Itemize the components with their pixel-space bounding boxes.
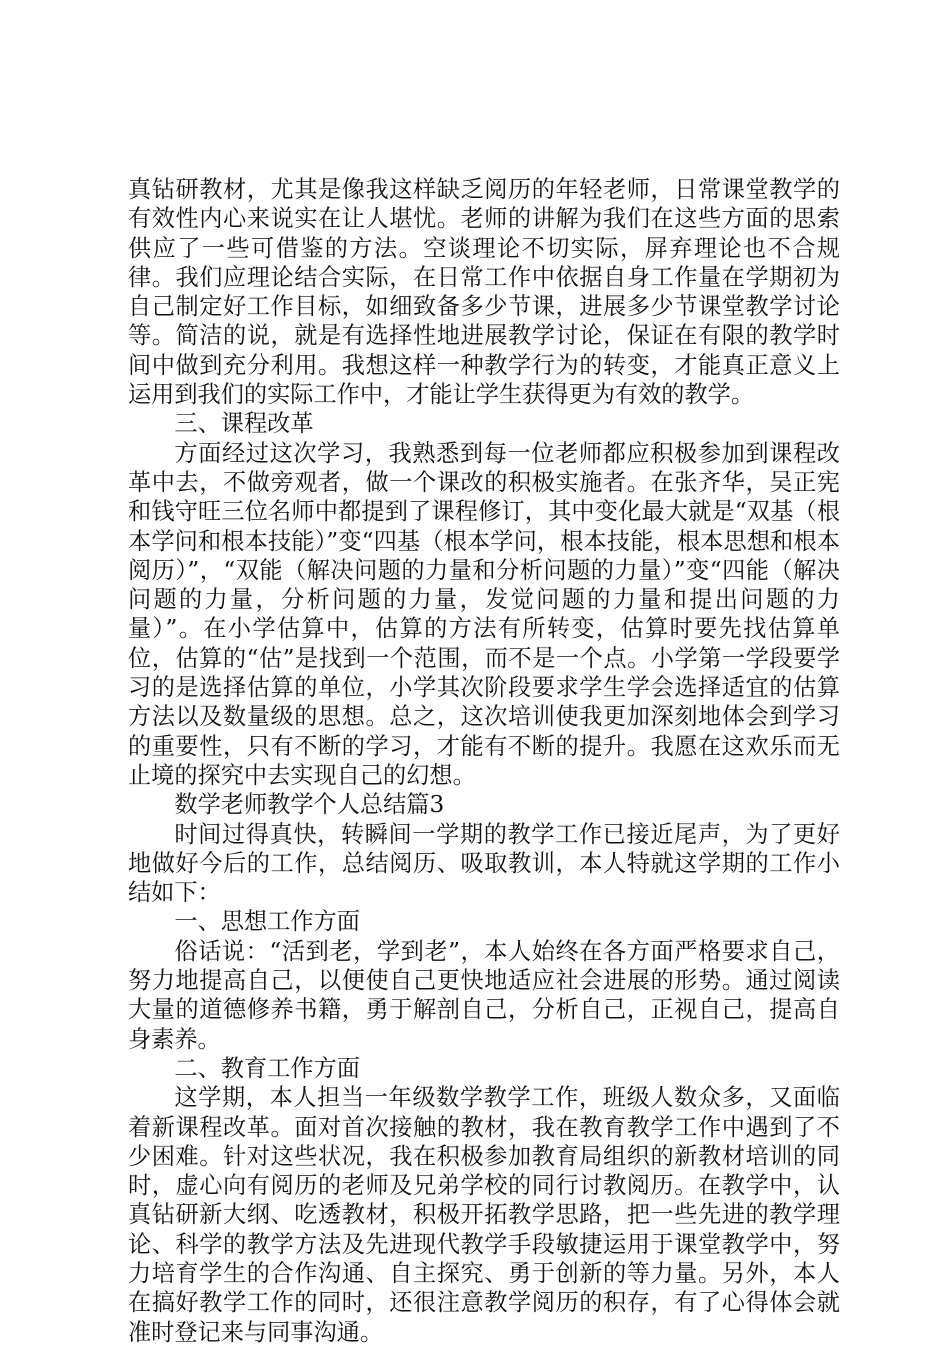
document-page (128, 175, 840, 1347)
section-heading-curriculum-reform: 三、课程改革 (174, 410, 314, 438)
paragraph-curriculum-reform: 方面经过这次学习，我熟悉到每一位老师都应积极参加到课程改革中去，不做旁观者，做一个课改的积极实施者。在张齐华，吴正宪和钱守旺三位名师中都提到了课程修订，其中变化最大就是“双基（根本学问和根本技能）”变“四基（根本学问，根本技能，根本思想和根本阅历）”，“双能（解决问题的力量和分析问题的力量）”变“四能（解决问题的力量，分析问题的力量，发觉问题的力量和提出问题的力量）”。在小学估算中，估算的方法有所转变，估算时要先找估算单位，估算的“估”是找到一个范围，而不是一个点。小学第一学段要学习的是选择估算的单位，小学其次阶段要求学生学会选择适宜的估算方法以及数量级的思想。总之，这次培训使我更加深刻地体会到学习的重要性，只有不断的学习，才能有不断的提升。我愿在这欢乐而无止境的探究中去实现自己的幻想。 (128, 439, 840, 789)
section-heading-ideology: 一、思想工作方面 (174, 908, 360, 936)
section-heading-education: 二、教育工作方面 (174, 1054, 360, 1082)
paragraph-ideology: 俗话说：“活到老，学到老”，本人始终在各方面严格要求自己，努力地提高自己，以便使自己更快地适应社会进展的形势。通过阅读大量的道德修养书籍，勇于解剖自己，分析自己，正视自己，提高自身素养。 (128, 937, 840, 1053)
paragraph-continued: 真钻研教材，尤其是像我这样缺乏阅历的年轻老师，日常课堂教学的有效性内心来说实在让人堪忧。老师的讲解为我们在这些方面的思索供应了一些可借鉴的方法。空谈理论不切实际，屏弃理论也不合规律。我们应理论结合实际，在日常工作中依据自身工作量在学期初为自己制定好工作目标，如细致备多少节课，进展多少节课堂教学讨论等。简洁的说，就是有选择性地进展教学讨论，保证在有限的教学时间中做到充分利用。我想这样一种教学行为的转变，才能真正意义上运用到我们的实际工作中，才能让学生获得更为有效的教学。 (128, 176, 840, 409)
paragraph-intro: 时间过得真快，转瞬间一学期的教学工作已接近尾声，为了更好地做好今后的工作，总结阅历、吸取教训，本人特就这学期的工作小结如下： (128, 820, 840, 907)
paragraph-education: 这学期，本人担当一年级数学教学工作，班级人数众多，又面临着新课程改革。面对首次接触的教材，我在教育教学工作中遇到了不少困难。针对这些状况，我在积极参加教育局组织的新教材培训的同时，虚心向有阅历的老师及兄弟学校的同行讨教阅历。在教学中，认真钻研新大纲、吃透教材，积极开拓教学思路，把一些先进的教学理论、科学的教学方法及先进现代教学手段敏捷运用于课堂教学中，努力培育学生的合作沟通、自主探究、勇于创新的等力量。另外，本人在搞好教学工作的同时，还很注意教学阅历的积存，有了心得体会就准时登记来与同事沟通。 (128, 1084, 840, 1346)
article-title-part-3: 数学老师教学个人总结篇3 (174, 791, 445, 819)
